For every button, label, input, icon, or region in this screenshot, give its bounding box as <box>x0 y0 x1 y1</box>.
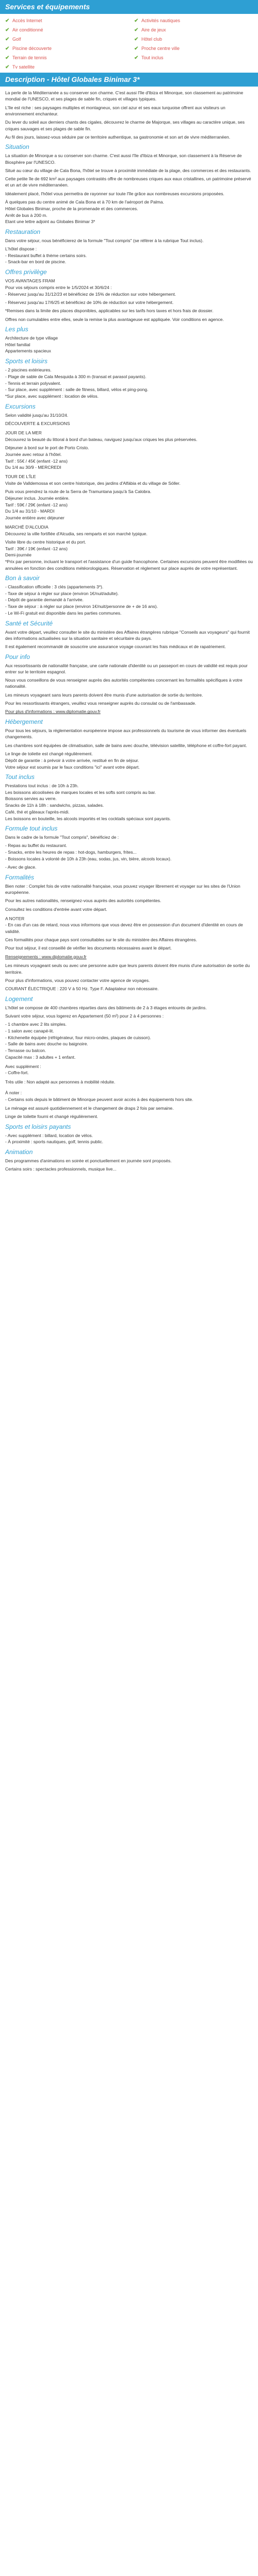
check-icon: ✔ <box>5 55 10 61</box>
page <box>0 0 258 1176</box>
section-title: Pour info <box>5 653 30 660</box>
section-title: Sports et loisirs <box>5 358 48 365</box>
service-item: ✔ Hôtel club <box>134 36 163 42</box>
section-title: Animation <box>5 1148 33 1156</box>
service-item: ✔ Piscine découverte <box>5 45 52 52</box>
section-title: Excursions <box>5 402 36 410</box>
service-item: ✔ Activités nautiques <box>134 18 181 24</box>
services-banner: Services et équipements <box>0 0 258 14</box>
check-icon: ✔ <box>5 64 10 70</box>
check-icon: ✔ <box>134 55 139 61</box>
check-icon: ✔ <box>5 45 10 52</box>
check-icon: ✔ <box>134 45 139 52</box>
section-title: Logement <box>5 995 33 1003</box>
check-icon: ✔ <box>5 18 10 24</box>
section-title: Formalités <box>5 873 35 881</box>
check-icon: ✔ <box>134 18 139 24</box>
check-icon: ✔ <box>5 27 10 33</box>
service-item: ✔ Tv satellite <box>5 64 35 70</box>
section-title: Sports et loisirs payants <box>5 1123 71 1130</box>
info-link[interactable]: Pour plus d'informations : www.diplomatie.gouv.fr <box>5 709 101 715</box>
section-title: Bon à savoir <box>5 574 40 582</box>
service-item: ✔ Terrain de tennis <box>5 55 47 61</box>
service-item: ✔ Tout inclus <box>134 55 164 61</box>
check-icon: ✔ <box>134 27 139 33</box>
service-item: ✔ Golf <box>5 36 21 42</box>
service-item: ✔ Air conditionné <box>5 27 43 33</box>
section-title: Tout inclus <box>5 773 35 781</box>
description-banner: Description - Hôtel Globales Binimar 3* <box>0 73 258 87</box>
description-content: La perle de la Méditerranée a su conserver son charme. C'est aussi l'île d'Ibiza et Minorque, son classement au patrimoine mondial de l'UNESCO, et ses plages de sable fin, criques et villages typiques. L'île est riche : ses paysages multiples et montagneux, son ciel azur et ses eaux turquoise offrent aux visiteurs un environnement enchanteur. Du lever du soleil aux derniers chants des cigales, découvrez le charme de Majorque, ses villages au caractère unique, ses criques sauvages et ses plages de sable fin. Au fil des jours, laissez-vous séduire par ce territoire authentique, sa gastronomie et son art de vivre méditerranéen. Situation La situation de Minorque a su conserver son charme. C'est aussi l'île d'Ibiza et Minorque, son classement à la Réserve de Biosphère par l'UNESCO. Situé au cœur du village de Cala Bona, l'hôtel se trouve à proximité immédiate de la plage, des commerces et des restaurants. Cette petite île de 692 km² aux paysages contrastés offre de nombreuses criques aux eaux cristallines, un patrimoine préservé et un art de vivre méditerranéen. Idéalement placé, l'hôtel vous permettra de rayonner sur toute l'île grâce aux nombreuses excursions proposées. À quelques pas du centre animé de Cala Bona et à 70 km de l'aéroport de Palma. Hôtel Globales Binimar, proche de la promenade et des commerces. Arrêt de bus à 200 m. Etant une lettre adjoint au Globales Binimar 3* Restauration Dans votre séjour, nous bénéficierez de la formule "Tout compris" (se référer à la rubrique Tout inclus). L'hôtel dispose : - Restaurant buffet à thème certains soirs. - Snack-bar en bord de piscine. Offres privilège VOS AVANTAGES FRAM Pour vos séjours compris entre le 1/5/2024 et 30/6/24 : - Réservez jusqu'au 31/12/23 et bénéficiez de 15% de réduction sur votre hébergement. - Réservez jusqu'au 17/6/25 et bénéficiez de 10% de réduction sur votre hébergement. *Remises dans la limite des places disponibles, applicables sur les tarifs hors taxes et hors frais de dossier. Offres non cumulables entre elles, seule la remise la plus avantageuse est appliquée. Voir conditions en agence. Les plus Architecture de type village Hôtel familial Appartements spacieux Sports et loisirs - 2 piscines extérieures. - Plage de sable de Cala Mesquida à 300 m (transat et parasol payants). - Tennis et terrain polyvalent. - Sur place, avec supplément : salle de fitness, billard, vélos et ping-pong. *Sur place, avec supplément : location de vélos. Excursions Selon validité jusqu'au 31/10/24. DÉCOUVERTE & EXCURSIONS JOUR DE LA MER Découvrez la beauté du littoral à bord d'un bateau, naviguez jusqu'aux criques les plus préservées. Déjeuner à bord sur le port de Porto Cristo. Journée avec retour à l'hôtel. Tarif : 55€ / 45€ (enfant -12 ans) Du 1/4 au 30/9 - MERCREDI TOUR DE L'ÎLE Visite de Valldemossa et son centre historique, des jardins d'Alfàbia et du village de Sóller. Puis vous prendrez la route de la Serra de Tramuntana jusqu'à Sa Calobra. Déjeuner inclus. Journée entière. Tarif : 59€ / 29€ (enfant -12 ans) Du 1/4 au 31/10 - MARDI Journée entière avec déjeuner MARCHÉ D'ALCUDIA Découvrez la ville fortifiée d'Alcudia, ses remparts et son marché typique. Visite libre du centre historique et du port. Tarif : 39€ / 19€ (enfant -12 ans) Demi-journée *Prix par personne, incluant le transport et l'assistance d'un guide francophone. Certaines excursions peuvent être modifiées ou annulées en fonction des conditions météorologiques. Réservation et règlement sur place auprès de votre représentant. Bon à savoir - Classification officielle : 3 clés (appartements 3*). - Taxe de séjour à régler sur place (environ 1€/nuit/adulte). - Dépôt de garantie demandé à l'arrivée. - Taxe de séjour : à régler sur place (environ 1€/nuit/personne de + de 16 ans). - Le Wi-Fi gratuit est disponible dans les parties communes. Santé et Sécurité Avant votre départ, veuillez consulter le site du ministère des Affaires étrangères rubrique "Conseils aux voyageurs" qui fournit des informations actualisées sur la situation sanitaire et sécuritaire du pays. Il est également recommandé de souscrire une assurance voyage couvrant les frais médicaux et de rapatriement. Pour info Aux ressortissants de nationalité française, une carte nationale d'identité ou un passeport en cours de validité est requis pour entrer sur le territoire espagnol. Nous vous conseillons de vous renseigner auprès des autorités compétentes concernant les formalités spécifiques à votre nationalité. Les mineurs voyageant sans leurs parents doivent être munis d'une autorisation de sortie du territoire. Pour les ressortissants étrangers, veuillez vous renseigner auprès du consulat ou de l'ambassade. Pour plus d'informations : www.diplomatie.gouv.fr Hébergement Pour tous les séjours, la réglementation européenne impose aux professionnels du tourisme de vous informer des éventuels changements. Les chambres sont équipées de climatisation, salle de bains avec douche, télévision satellite, téléphone et coffre-fort payant. Le linge de toilette est changé régulièrement. Dépôt de garantie : à prévoir à votre arrivée, restitué en fin de séjour. Votre séjour est soumis par le faux conditions "ici" avant votre départ. Tout inclus Prestations tout inclus : de 10h à 23h. Les boissons alcoolisées de marques locales et les softs sont compris au bar. Boissons servies au verre. Snacks de 11h à 18h : sandwichs, pizzas, salades. Café, thé et gâteaux l'après-midi. Les boissons en bouteille, les alcools importés et les cocktails spéciaux sont payants. Formule tout inclus Dans le cadre de la formule "Tout compris", bénéficiez de : - Repas au buffet du restaurant. - Snacks, entre les heures de repas : hot-dogs, hamburgers, frites... - Boissons locales à volonté de 10h à 23h (eau, sodas, jus, vin, bière, alcools locaux). - Avec de glace. Formalités Bien noter : Complet fois de votre nationalité française, vous pouvez voyager librement et voyager sur les sites de l'Union européenne. Pour les autres nationalités, renseignez-vous auprès des autorités compétentes. Consultez les conditions d'entrée avant votre départ. A NOTER - En cas d'un cas de retard, nous vous informons que vous devez être en possession d'un document d'identité en cours de validité. Ces formalités pour chaque pays sont consultables sur le site du ministère des Affaires étrangères. Pour tout séjour, il est conseillé de vérifier les documents nécessaires avant le départ. Renseignements : www.diplomatie.gouv.fr Les mineurs voyageant seuls ou avec une personne autre que leurs parents doivent être munis d'une autorisation de sortie du territoire. Pour plus d'informations, vous pouvez contacter votre agence de voyages. COURANT ÉLECTRIQUE : 220 V à 50 Hz. Type F. Adaptateur non nécessaire. Logement L'hôtel se compose de 400 chambres réparties dans des bâtiments de 2 à 3 étages entourés de jardins. Suivant votre séjour, vous logerez en Appartement (50 m²) pour 2 à 4 personnes : - 1 chambre avec 2 lits simples. - 1 salon avec canapé-lit. - Kitchenette équipée (réfrigérateur, four micro-ondes, plaques de cuisson). - Salle de bains avec douche ou baignoire. - Terrasse ou balcon. Capacité max : 3 adultes + 1 enfant. Avec supplément : - Coffre-fort. Très utile : Non adapté aux personnes à mobilité réduite. À noter : - Certains sols depuis le bâtiment de Minorque peuvent avoir accès à des équipements hors site. Le ménage est assuré quotidiennement et le changement de draps 2 fois par semaine. Linge de toilette fourni et changé régulièrement. Sports et loisirs payants - Avec supplément : billard, location de vélos. - À proximité : sports nautiques, golf, tennis public. Animation Des programmes d'animations en soirée et ponctuellement en journée sont proposés. Certains soirs : spectacles professionnels, musique live... <box>5 90 253 1172</box>
section-title: Restauration <box>5 228 41 235</box>
section-title: Offres privilège <box>5 268 47 276</box>
section-title: Hébergement <box>5 718 43 726</box>
section-title: Formule tout inclus <box>5 824 58 832</box>
check-icon: ✔ <box>5 36 10 42</box>
service-item: ✔ Aire de jeux <box>134 27 166 33</box>
check-icon: ✔ <box>134 36 139 42</box>
services-grid <box>5 17 253 71</box>
section-title: Situation <box>5 143 29 151</box>
section-title: Les plus <box>5 325 28 333</box>
section-title: Santé et Sécurité <box>5 619 53 627</box>
service-item: ✔ Proche centre ville <box>134 45 180 52</box>
services-section <box>0 14 258 73</box>
service-item: ✔ Accès Internet <box>5 18 42 24</box>
formalites-link[interactable]: Renseignements : www.diplomatie.gouv.fr <box>5 954 87 959</box>
